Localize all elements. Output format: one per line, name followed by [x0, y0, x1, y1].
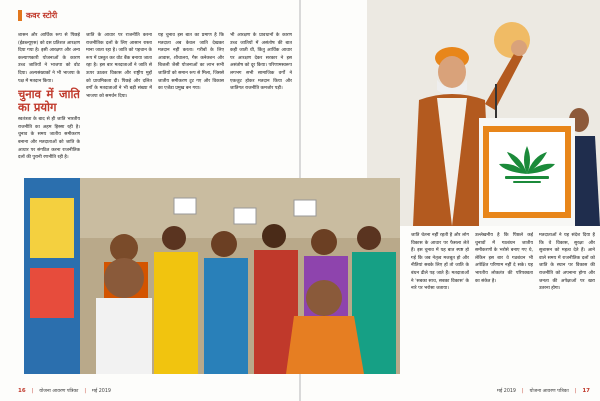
- voters-photo-illustration: [24, 178, 400, 374]
- issue-date: मई 2019: [497, 389, 516, 394]
- page-number: 17: [582, 388, 590, 394]
- left-column-2: [86, 32, 152, 172]
- right-column-1: [411, 232, 469, 382]
- left-col1-top-text: शासन और आर्थिक रूप से पिछड़े (ईडब्ल्यूएस) को दस प्रतिशत आरक्षण दिया गया है। इसी आरक्षण और अन्य कल्याणकारी योजनाओं के कारण उच्च जातियों ने भाजपा को वोट दिया। अल्पसंख्यकों ने भी भाजपा के पक्ष में मतदान किया।: [18, 33, 80, 84]
- article-heading: चुनाव में जाति का प्रयोग: [18, 87, 80, 115]
- right-col1-text: जाति चेतना नहीं रहती है और लोग विकास के आधार पर फैसला लेते हैं। इस चुनाव में यह बात स्पष्ट हो गई कि जब नेतृत्व मजबूत हो और नीतियां सबके लिए हों तो जाति के बंधन ढीले पड़ जाते हैं। मतदाताओं ने 'सबका साथ, सबका विकास' के नारे पर भरोसा जताया।: [411, 233, 469, 292]
- left-col2-text: जाति के आधार पर राजनीति करना राजनीतिक दलों के लिए आसान रास्ता माना जाता रहा है। जाति को पहचान के रूप में प्रस्तुत कर वोट बैंक बनाया जाता रहा है। इस बार मतदाताओं ने जाति से ऊपर उठकर विकास और राष्ट्रीय मुद्दों को प्राथमिकता दी। पिछड़े और दलित वर्गों के मतदाताओं ने भी बड़ी संख्या में भाजपा को समर्थन दिया।: [86, 33, 152, 99]
- left-footer: 16 | योजना आवरण पत्रिका | मई 2019: [18, 388, 111, 394]
- left-col1-bottom-text: स्वतंत्रता के बाद से ही जाति भारतीय राजनीति का अहम हिस्सा रही है। चुनाव के समय जातीय समीकरण बनाना और मतदाताओं को जाति के आधार पर संगठित करना राजनीतिक दलों की पुरानी रणनीति रही है।: [18, 117, 80, 161]
- voters-photo: [24, 178, 400, 374]
- left-col4-text: भी आरक्षण के प्रावधानों के कारण उच्च जातियों में असंतोष की बात कही जाती थी, किंतु आर्थिक आधार पर आरक्षण देकर सरकार ने इस असंतोष को दूर किया। परिणामस्वरूप लगभग सभी सामाजिक वर्गों ने एकजुट होकर मतदान किया और जातिगत राजनीति कमजोर पड़ी।: [230, 33, 292, 92]
- section-label: कवर स्टोरी: [26, 11, 58, 20]
- magazine-name: योजना आवरण पत्रिका: [39, 389, 79, 394]
- issue-date: मई 2019: [92, 389, 111, 394]
- right-footer: मई 2019 | योजना आवरण पत्रिका | 17: [497, 388, 590, 394]
- left-col3-text: यह चुनाव इस बात का प्रमाण है कि मतदाता अब केवल जाति देखकर मतदान नहीं करता। गरीबों के लिए आवास, शौचालय, गैस कनेक्शन और बिजली जैसी योजनाओं का लाभ सभी जातियों को समान रूप से मिला, जिससे जातीय समीकरण टूट गए और विकास का एजेंडा प्रमुख बन गया।: [158, 33, 224, 92]
- left-column-3: [158, 32, 224, 172]
- speaker-photo-illustration: [367, 0, 600, 226]
- section-tag-bar: [18, 10, 22, 21]
- speaker-photo: [367, 0, 600, 226]
- right-column-3: [539, 232, 595, 382]
- left-column-1: [18, 32, 80, 187]
- right-col2-text: उल्लेखनीय है कि पिछले कई चुनावों में गठबंधन जातीय समीकरणों के भरोसे बनाए गए थे, लेकिन इस बार वे गठबंधन भी अपेक्षित परिणाम नहीं दे सके। यह भारतीय लोकतंत्र की परिपक्वता का संकेत है।: [475, 233, 533, 284]
- left-column-4: [230, 32, 292, 172]
- magazine-name: योजना आवरण पत्रिका: [529, 389, 569, 394]
- page-number: 16: [18, 388, 26, 394]
- right-column-2: [475, 232, 533, 382]
- right-col3-text: मतदाताओं ने यह संदेश दिया है कि वे विकास, सुरक्षा और सुशासन को महत्व देते हैं। आने वाले समय में राजनीतिक दलों को जाति के स्थान पर विकास की राजनीति को अपनाना होगा और जनता की अपेक्षाओं पर खरा उतरना होगा।: [539, 233, 595, 292]
- section-tag: [18, 10, 57, 21]
